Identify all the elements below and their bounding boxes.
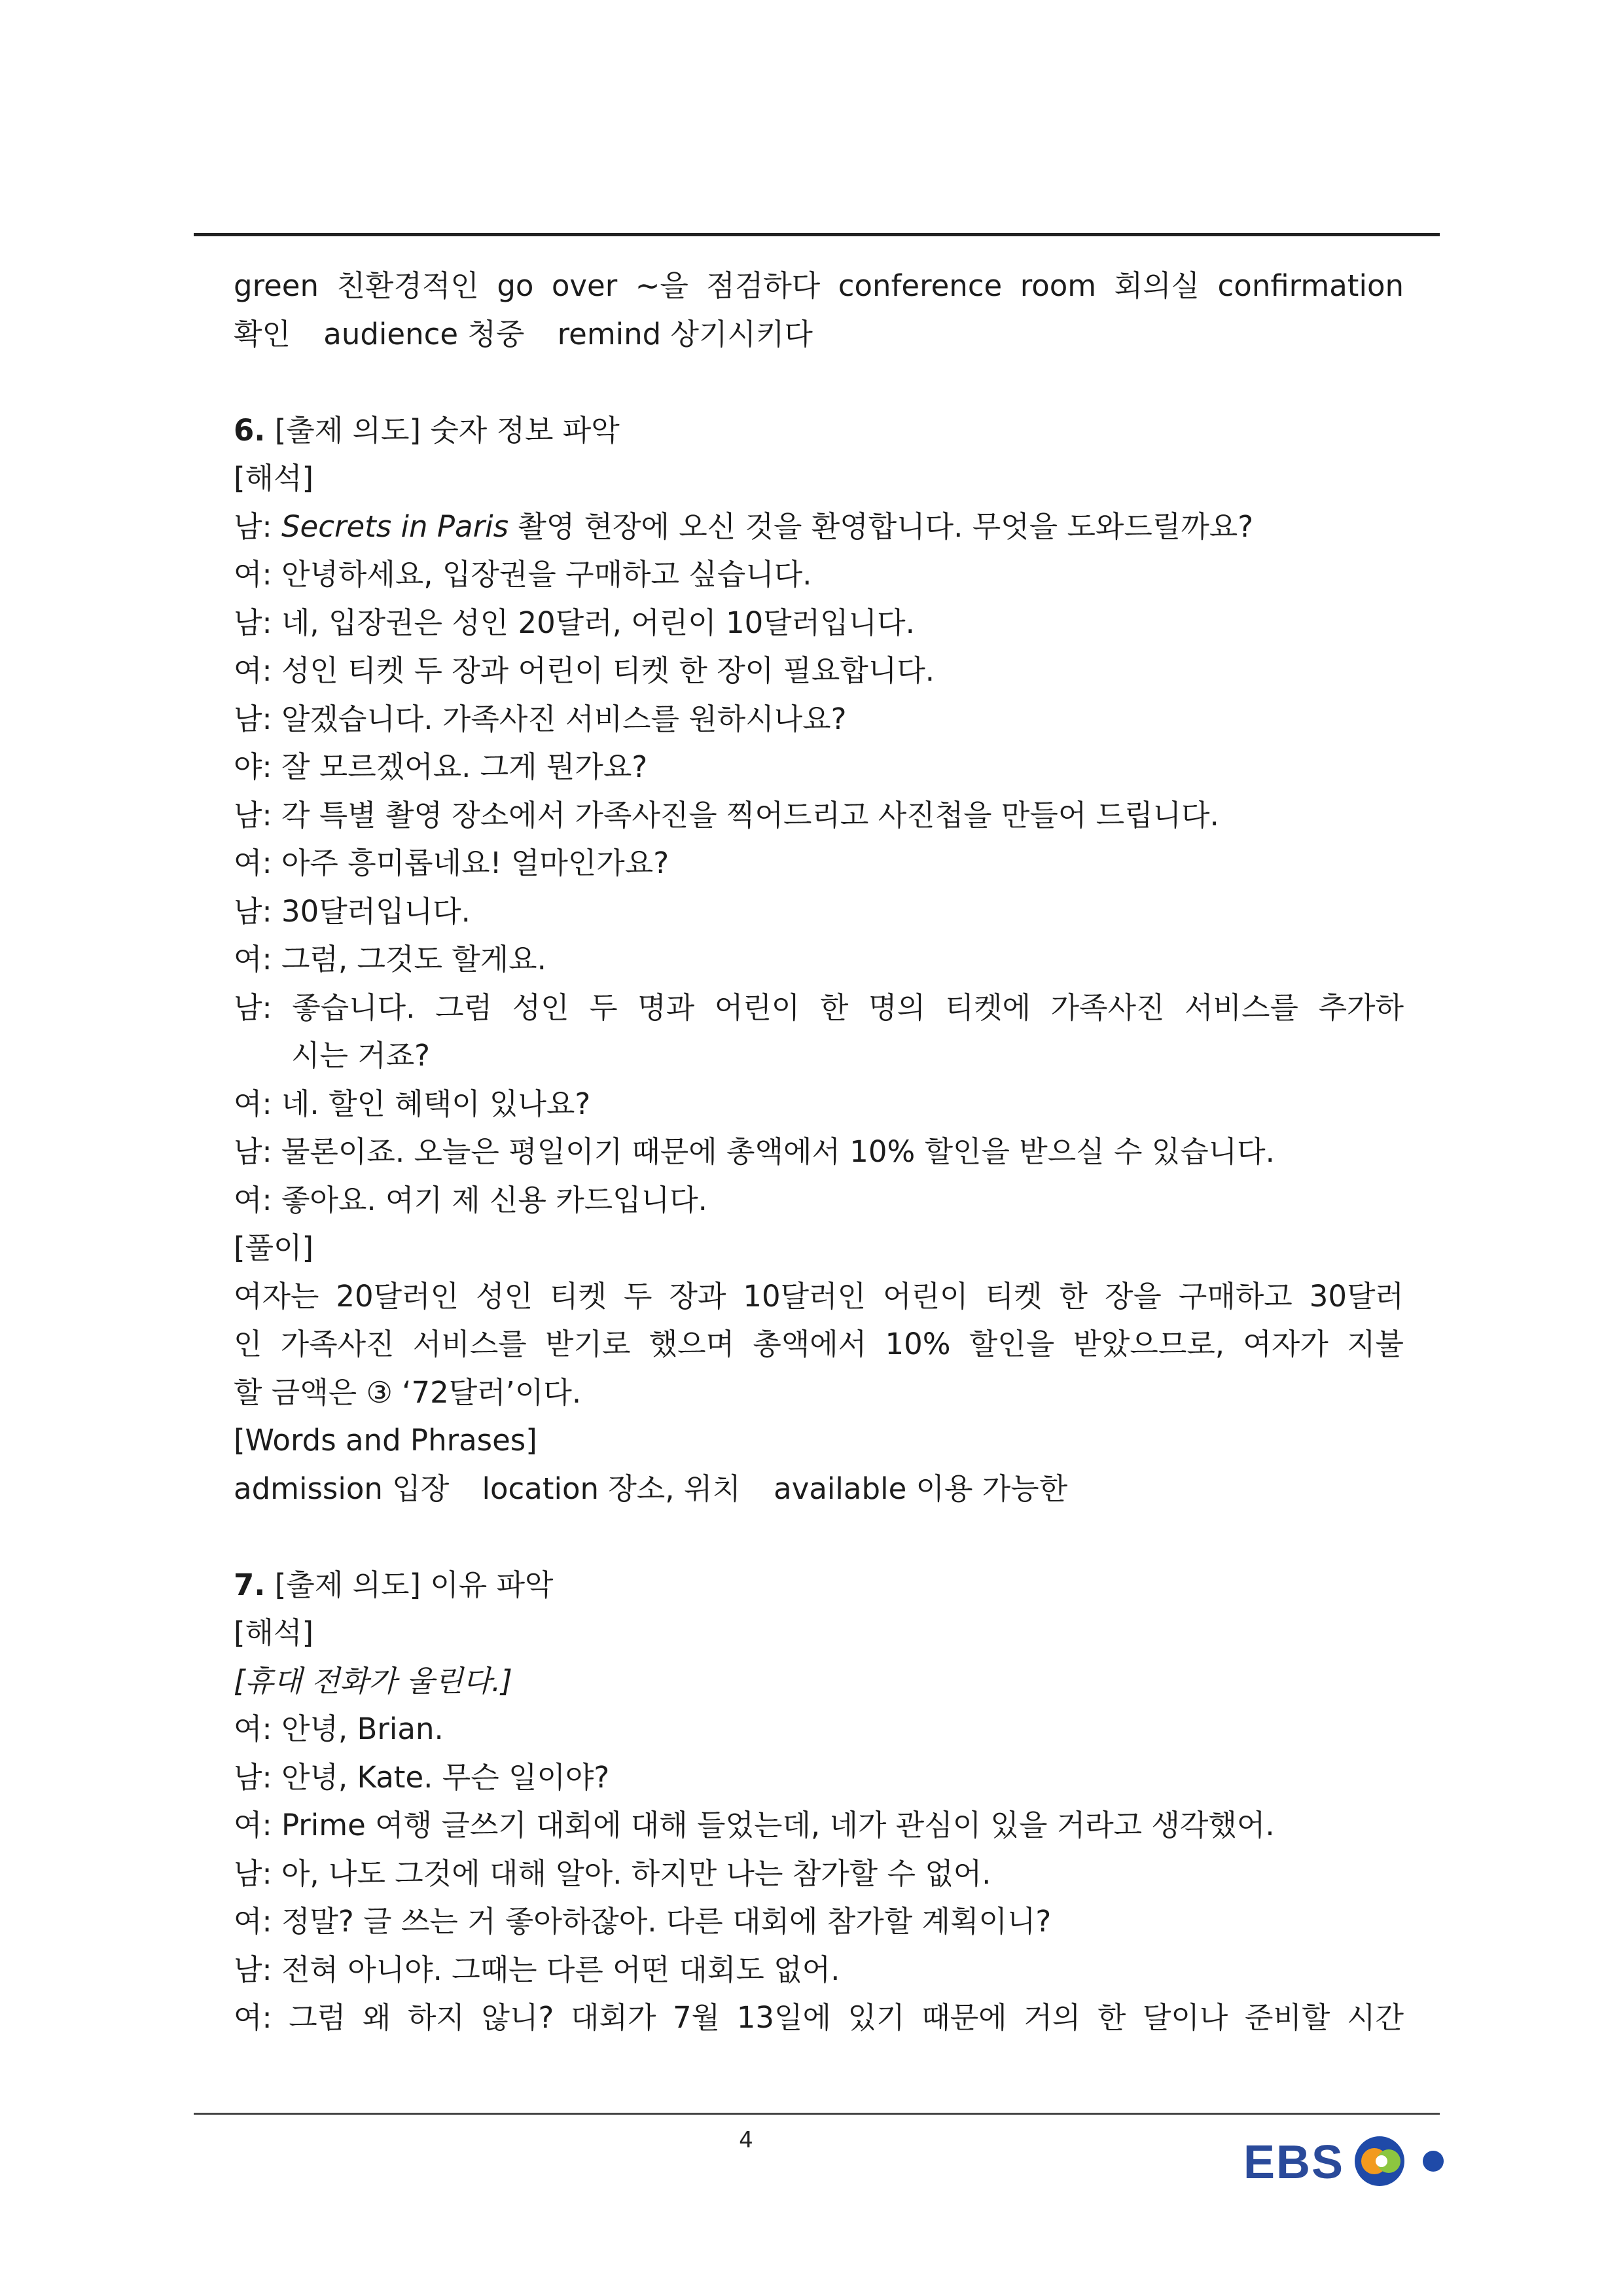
dialogue-continuation: 시는 거죠? — [291, 1038, 431, 1073]
dialogue-line — [234, 1994, 1404, 2042]
stage-direction: [휴대 전화가 울린다.] — [234, 1663, 512, 1698]
speaker-label: 여: — [234, 1086, 272, 1121]
page-number: 4 — [739, 2127, 753, 2153]
solution-text: 인 가족사진 서비스를 받기로 했으며 총액에서 10% 할인을 받았으므로, 여자가 지불 — [234, 1327, 1404, 1361]
dialogue-text: 알겠습니다. 가족사진 서비스를 원하시나요? — [281, 701, 847, 736]
question-heading — [234, 406, 1404, 455]
question-title: [출제 의도] 이유 파악 — [274, 1567, 554, 1602]
dialogue-line — [234, 888, 1404, 936]
vocab-item: go over ~을 점검하다 — [497, 268, 821, 303]
dialogue-line — [234, 550, 1404, 599]
speaker-label: 남: — [234, 1759, 272, 1795]
speaker-label: 여: — [234, 846, 272, 880]
dialogue-text: Prime 여행 글쓰기 대회에 대해 들었는데, 네가 관심이 있을 거라고 생각했어. — [281, 1808, 1275, 1842]
vocab-item: conference room 회의실 — [838, 268, 1200, 303]
speaker-label: 남: — [234, 701, 272, 736]
dialogue-line — [234, 935, 1404, 984]
speaker-label: 야: — [234, 749, 272, 784]
dialogue-line — [234, 695, 1404, 744]
film-title: Secrets in Paris — [281, 509, 509, 544]
dialogue-line — [234, 599, 1404, 647]
vocab-item: confirmation — [1217, 268, 1404, 303]
page-content — [234, 262, 1404, 2042]
dialogue-text: 촬영 현장에 오신 것을 환영합니다. 무엇을 도와드릴까요? — [508, 509, 1254, 544]
dialogue-text: 물론이죠. 오늘은 평일이기 때문에 총액에서 10% 할인을 받으실 수 있습니다. — [281, 1134, 1275, 1169]
dialogue-line — [234, 1080, 1404, 1128]
speaker-label: 남: — [234, 990, 272, 1025]
speaker-label: 남: — [234, 509, 272, 544]
vocab-item: admission 입장 — [234, 1471, 450, 1506]
interpretation-label: [해석] — [234, 1615, 314, 1650]
speaker-label: 여: — [234, 653, 272, 688]
dialogue-line — [234, 647, 1404, 695]
dialogue-text: 잘 모르겠어요. 그게 뭔가요? — [281, 749, 648, 784]
dialogue-line — [234, 1753, 1404, 1802]
footer-rule — [194, 2113, 1440, 2115]
dialogue-text: 아주 흥미롭네요! 얼마인가요? — [281, 846, 669, 880]
speaker-label: 남: — [234, 797, 272, 833]
vocab-line — [234, 262, 1404, 310]
interpretation-label: [해석] — [234, 461, 314, 495]
question-number: 7. — [234, 1567, 266, 1602]
speaker-label: 여: — [234, 2000, 272, 2035]
vocab-item: green 친환경적인 — [234, 268, 479, 303]
dialogue-text: 성인 티켓 두 장과 어린이 티켓 한 장이 필요합니다. — [281, 653, 935, 688]
vocab-line — [234, 310, 1404, 359]
speaker-label: 남: — [234, 1952, 272, 1987]
speaker-label: 여: — [234, 1904, 272, 1939]
speaker-label: 여: — [234, 557, 272, 592]
dialogue-text: 30달러입니다. — [281, 893, 471, 929]
vocab-item: audience 청중 — [323, 316, 525, 351]
dialogue-line — [234, 1946, 1404, 1994]
words-list — [234, 1465, 1404, 1513]
dialogue-line — [234, 791, 1404, 840]
speaker-label: 남: — [234, 605, 272, 640]
ebs-logo-text: EBS — [1243, 2136, 1345, 2189]
vocab-item: remind 상기시키다 — [557, 316, 813, 351]
logo-white-center — [1376, 2155, 1387, 2167]
dialogue-line — [234, 1705, 1404, 1753]
speaker-label: 여: — [234, 1182, 272, 1217]
vocab-item: available 이용 가능한 — [774, 1471, 1068, 1506]
speaker-label: 여: — [234, 942, 272, 977]
question-number: 6. — [234, 412, 266, 448]
words-label: [Words and Phrases] — [234, 1423, 537, 1458]
dialogue-text: 안녕, Brian. — [281, 1712, 444, 1746]
question-title: [출제 의도] 숫자 정보 파악 — [274, 412, 620, 448]
dialogue-text: 안녕하세요, 입장권을 구매하고 싶습니다. — [281, 557, 812, 592]
dialogue-text: 그럼, 그것도 할게요. — [281, 942, 546, 977]
dialogue-text: 각 특별 촬영 장소에서 가족사진을 찍어드리고 사진첩을 만들어 드립니다. — [281, 797, 1219, 833]
dialogue-text: 좋아요. 여기 제 신용 카드입니다. — [281, 1182, 707, 1217]
dialogue-line — [234, 743, 1404, 791]
dialogue-line — [234, 1176, 1404, 1225]
ebs-logo — [1243, 2127, 1453, 2199]
dialogue-line — [234, 1850, 1404, 1898]
speaker-label: 남: — [234, 1134, 272, 1169]
dialogue-text: 좋습니다. 그럼 성인 두 명과 어린이 한 명의 티켓에 가족사진 서비스를 추가하 — [292, 990, 1404, 1025]
dialogue-line — [234, 984, 1404, 1032]
speaker-label: 남: — [234, 893, 272, 929]
dialogue-text: 네. 할인 혜택이 있나요? — [281, 1086, 591, 1121]
dialogue-text: 네, 입장권은 성인 20달러, 어린이 10달러입니다. — [281, 605, 915, 640]
dialogue-text: 정말? 글 쓰는 거 좋아하잖아. 다른 대회에 참가할 계획이니? — [281, 1904, 1052, 1939]
vocab-item: location 장소, 위치 — [482, 1471, 741, 1506]
header-rule — [194, 233, 1440, 236]
solution-text: 여자는 20달러인 성인 티켓 두 장과 10달러인 어린이 티켓 한 장을 구매하고 30달러 — [234, 1278, 1404, 1314]
speaker-label: 여: — [234, 1808, 272, 1842]
dialogue-line — [234, 503, 1404, 551]
dialogue-text: 전혀 아니야. 그때는 다른 어떤 대회도 없어. — [281, 1952, 840, 1987]
question-heading — [234, 1561, 1404, 1609]
dialogue-text: 그럼 왜 하지 않니? 대회가 7월 13일에 있기 때문에 거의 한 달이나 준비할 시간 — [289, 2000, 1404, 2035]
solution-text: 할 금액은 ③ ‘72달러’이다. — [234, 1374, 582, 1410]
dialogue-line — [234, 839, 1404, 888]
dialogue-line — [234, 1801, 1404, 1850]
dialogue-line — [234, 1897, 1404, 1946]
speaker-label: 남: — [234, 1856, 272, 1891]
dialogue-text: 아, 나도 그것에 대해 알아. 하지만 나는 참가할 수 없어. — [281, 1856, 991, 1891]
logo-small-dot — [1423, 2151, 1444, 2172]
speaker-label: 여: — [234, 1712, 272, 1746]
dialogue-line — [234, 1128, 1404, 1176]
solution-label: [풀이] — [234, 1230, 314, 1265]
vocab-item: 확인 — [234, 316, 291, 351]
dialogue-text: 안녕, Kate. 무슨 일이야? — [281, 1759, 610, 1795]
